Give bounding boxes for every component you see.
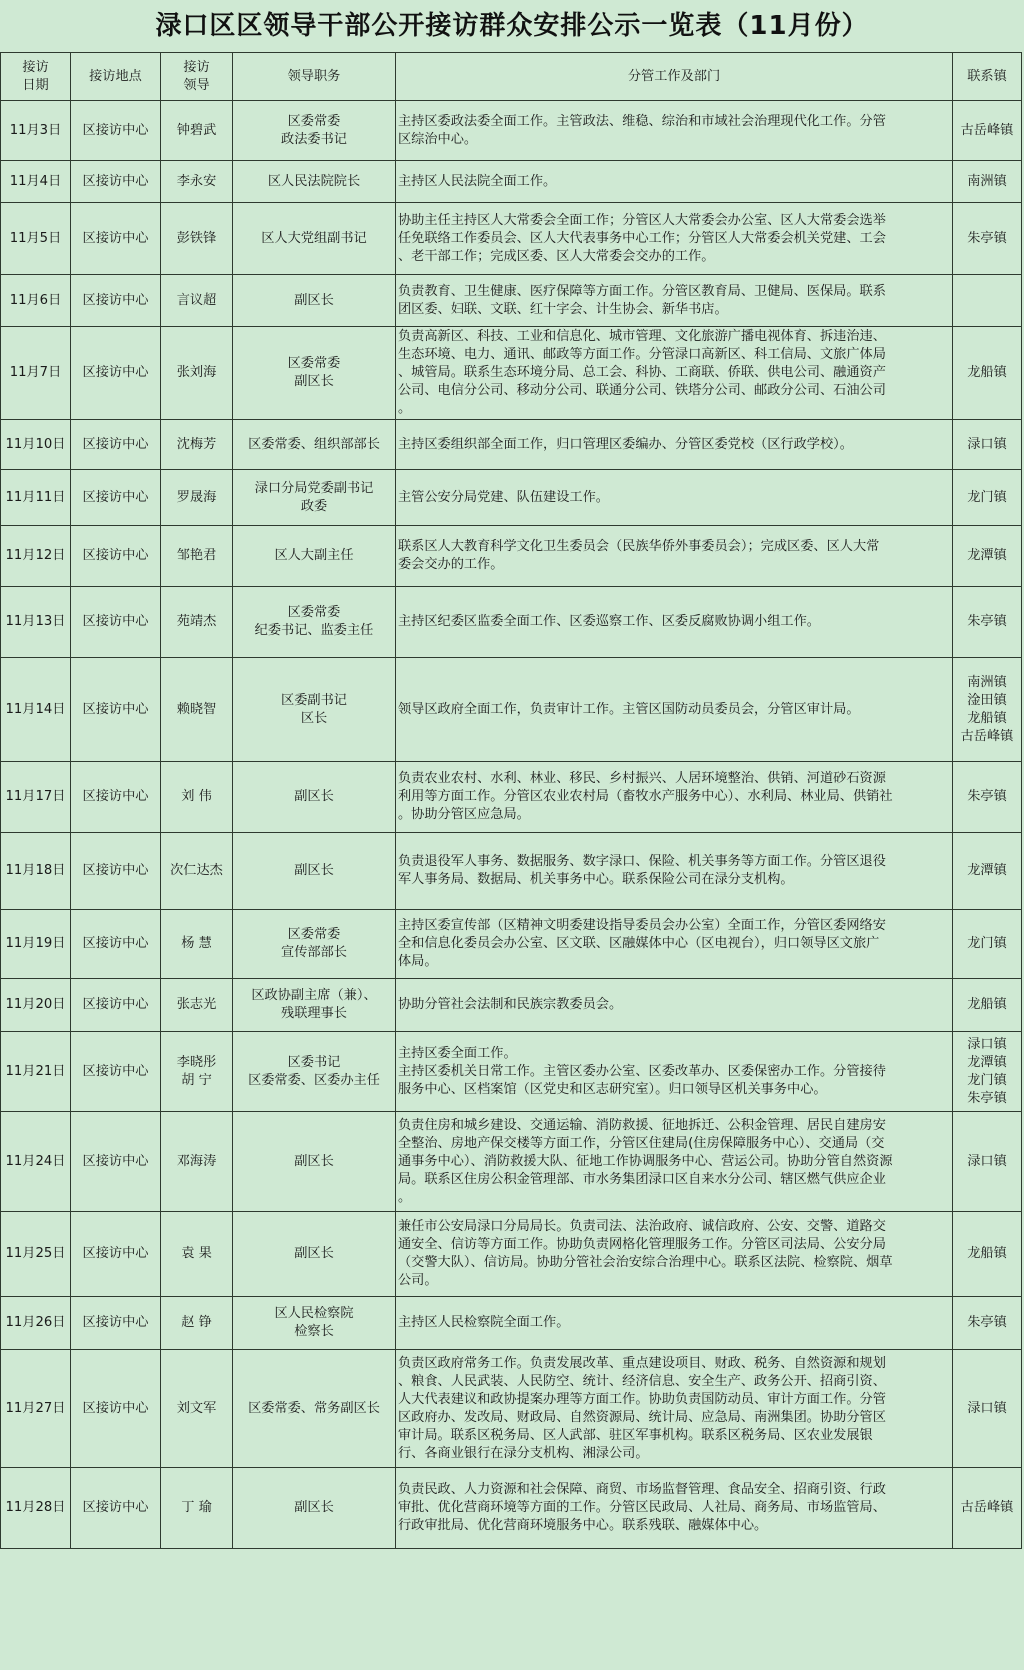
position-cell: 区政协副主席（兼）、 残联理事长 [233, 979, 396, 1032]
duties-cell: 主持区委政法委全面工作。主管政法、维稳、综治和市域社会治理现代化工作。分管 区综治中心。 [396, 101, 953, 161]
position-cell: 副区长 [233, 762, 396, 833]
date-cell: 11月24日 [1, 1112, 71, 1212]
town-cell: 渌口镇 [953, 1112, 1022, 1212]
town-cell: 朱亭镇 [953, 203, 1022, 275]
duties-cell: 协助分管社会法制和民族宗教委员会。 [396, 979, 953, 1032]
position-cell: 区人大副主任 [233, 526, 396, 587]
table-row [1, 1297, 1022, 1350]
leader-cell: 赖晓智 [161, 658, 233, 762]
table-row [1, 1032, 1022, 1112]
leader-cell: 袁 果 [161, 1212, 233, 1297]
town-cell: 朱亭镇 [953, 762, 1022, 833]
date-cell: 11月7日 [1, 327, 71, 420]
header-date: 接访 日期 [1, 53, 71, 101]
position-cell: 区委常委 宣传部部长 [233, 910, 396, 979]
leader-cell: 丁 瑜 [161, 1468, 233, 1549]
table-row [1, 203, 1022, 275]
position-cell: 区委常委 政法委书记 [233, 101, 396, 161]
location-cell: 区接访中心 [71, 470, 161, 526]
position-cell: 区委常委 副区长 [233, 327, 396, 420]
position-cell: 区人民法院院长 [233, 161, 396, 203]
town-cell: 渌口镇 [953, 420, 1022, 470]
duties-cell: 主持区委全面工作。 主持区委机关日常工作。主管区委办公室、区委改革办、区委保密办工作。分管接待 服务中心、区档案馆（区党史和区志研究室）。归口领导区机关事务中心。 [396, 1032, 953, 1112]
schedule-body [1, 101, 1022, 1549]
table-row [1, 275, 1022, 327]
leader-cell: 言议超 [161, 275, 233, 327]
location-cell: 区接访中心 [71, 833, 161, 910]
location-cell: 区接访中心 [71, 327, 161, 420]
date-cell: 11月20日 [1, 979, 71, 1032]
town-cell: 南洲镇 淦田镇 龙船镇 古岳峰镇 [953, 658, 1022, 762]
location-cell: 区接访中心 [71, 1468, 161, 1549]
table-row [1, 420, 1022, 470]
header-leader: 接访 领导 [161, 53, 233, 101]
table-row [1, 327, 1022, 420]
table-row [1, 1468, 1022, 1549]
duties-cell: 兼任市公安局渌口分局局长。负责司法、法治政府、诚信政府、公安、交警、道路交 通安全、信访等方面工作。协助负责网格化管理服务工作。分管区司法局、公安分局 （交警大队）、信访局。协助分管社会治安综合治理中心。联系区法院、检察院、烟草 公司。 [396, 1212, 953, 1297]
location-cell: 区接访中心 [71, 1032, 161, 1112]
town-cell: 龙船镇 [953, 1212, 1022, 1297]
duties-cell: 负责教育、卫生健康、医疗保障等方面工作。分管区教育局、卫健局、医保局。联系 团区委、妇联、文联、红十字会、计生协会、新华书店。 [396, 275, 953, 327]
table-row [1, 470, 1022, 526]
header-town: 联系镇 [953, 53, 1022, 101]
leader-cell: 张刘海 [161, 327, 233, 420]
date-cell: 11月12日 [1, 526, 71, 587]
position-cell: 副区长 [233, 1468, 396, 1549]
town-cell: 渌口镇 龙潭镇 龙门镇 朱亭镇 [953, 1032, 1022, 1112]
table-row [1, 161, 1022, 203]
duties-cell: 主持区委宣传部（区精神文明委建设指导委员会办公室）全面工作，分管区委网络安 全和信息化委员会办公室、区文联、区融媒体中心（区电视台），归口领导区文旅广 体局。 [396, 910, 953, 979]
header-location: 接访地点 [71, 53, 161, 101]
duties-cell: 主持区委组织部全面工作，归口管理区委编办、分管区委党校（区行政学校）。 [396, 420, 953, 470]
position-cell: 区委常委 纪委书记、监委主任 [233, 587, 396, 658]
table-row [1, 979, 1022, 1032]
duties-cell: 负责退役军人事务、数据服务、数字渌口、保险、机关事务等方面工作。分管区退役 军人事务局、数据局、机关事务中心。联系保险公司在渌分支机构。 [396, 833, 953, 910]
leader-cell: 钟碧武 [161, 101, 233, 161]
location-cell: 区接访中心 [71, 101, 161, 161]
leader-cell: 苑靖杰 [161, 587, 233, 658]
location-cell: 区接访中心 [71, 420, 161, 470]
table-row [1, 1350, 1022, 1468]
table-row [1, 1212, 1022, 1297]
town-cell: 古岳峰镇 [953, 101, 1022, 161]
position-cell: 区委常委、常务副区长 [233, 1350, 396, 1468]
position-cell: 区委书记 区委常委、区委办主任 [233, 1032, 396, 1112]
location-cell: 区接访中心 [71, 979, 161, 1032]
duties-cell: 负责农业农村、水利、林业、移民、乡村振兴、人居环境整治、供销、河道砂石资源 利用等方面工作。分管区农业农村局（畜牧水产服务中心）、水利局、林业局、供销社 。协助分管区应急局。 [396, 762, 953, 833]
date-cell: 11月18日 [1, 833, 71, 910]
town-cell: 龙潭镇 [953, 833, 1022, 910]
leader-cell: 杨 慧 [161, 910, 233, 979]
date-cell: 11月14日 [1, 658, 71, 762]
date-cell: 11月19日 [1, 910, 71, 979]
location-cell: 区接访中心 [71, 161, 161, 203]
page-title: 渌口区区领导干部公开接访群众安排公示一览表（11月份） [155, 11, 869, 41]
town-cell: 龙船镇 [953, 327, 1022, 420]
location-cell: 区接访中心 [71, 658, 161, 762]
header-row [1, 53, 1022, 101]
date-cell: 11月6日 [1, 275, 71, 327]
leader-cell: 罗晟海 [161, 470, 233, 526]
town-cell: 龙船镇 [953, 979, 1022, 1032]
duties-cell: 主管公安分局党建、队伍建设工作。 [396, 470, 953, 526]
date-cell: 11月21日 [1, 1032, 71, 1112]
leader-cell: 李永安 [161, 161, 233, 203]
table-row [1, 833, 1022, 910]
schedule-table [0, 52, 1022, 1549]
table-row [1, 526, 1022, 587]
leader-cell: 赵 铮 [161, 1297, 233, 1350]
leader-cell: 次仁达杰 [161, 833, 233, 910]
header-duties: 分管工作及部门 [396, 53, 953, 101]
table-row [1, 658, 1022, 762]
location-cell: 区接访中心 [71, 1212, 161, 1297]
location-cell: 区接访中心 [71, 762, 161, 833]
duties-cell: 联系区人大教育科学文化卫生委员会（民族华侨外事委员会）；完成区委、区人大常 委会交办的工作。 [396, 526, 953, 587]
town-cell: 古岳峰镇 [953, 1468, 1022, 1549]
leader-cell: 邓海涛 [161, 1112, 233, 1212]
position-cell: 区委副书记 区长 [233, 658, 396, 762]
position-cell: 渌口分局党委副书记 政委 [233, 470, 396, 526]
duties-cell: 负责民政、人力资源和社会保障、商贸、市场监督管理、食品安全、招商引资、行政 审批、优化营商环境等方面的工作。分管区民政局、人社局、商务局、市场监管局、 行政审批局、优化营商环境服务中心。联系残联、融媒体中心。 [396, 1468, 953, 1549]
leader-cell: 沈梅芳 [161, 420, 233, 470]
leader-cell: 张志光 [161, 979, 233, 1032]
location-cell: 区接访中心 [71, 1297, 161, 1350]
duties-cell: 协助主任主持区人大常委会全面工作；分管区人大常委会办公室、区人大常委会选举 任免联络工作委员会、区人大代表事务中心工作；分管区人大常委会机关党建、工会 、老干部工作；完成区委、区人大常委会交办的工作。 [396, 203, 953, 275]
duties-cell: 负责住房和城乡建设、交通运输、消防救援、征地拆迁、公积金管理、居民自建房安 全整治、房地产保交楼等方面工作，分管区住建局(住房保障服务中心）、交通局（交 通事务中心）、消防救援大队、征地工作协调服务中心、营运公司。协助分管自然资源 局。联系区住房公积金管理部、市水务集团渌口区自来水分公司、辖区燃气供应企业 。 [396, 1112, 953, 1212]
town-cell: 南洲镇 [953, 161, 1022, 203]
town-cell: 渌口镇 [953, 1350, 1022, 1468]
duties-cell: 主持区人民法院全面工作。 [396, 161, 953, 203]
duties-cell: 负责高新区、科技、工业和信息化、城市管理、文化旅游广播电视体育、拆违治违、 生态环境、电力、通讯、邮政等方面工作。分管渌口高新区、科工信局、文旅广体局 、城管局。联系生态环境分局、总工会、科协、工商联、侨联、供电公司、融通资产 公司、电信分公司、移动分公司、联通分公司、铁塔分公司、邮政分公司、石油公司 。 [396, 327, 953, 420]
location-cell: 区接访中心 [71, 275, 161, 327]
date-cell: 11月4日 [1, 161, 71, 203]
leader-cell: 刘文军 [161, 1350, 233, 1468]
position-cell: 区人大党组副书记 [233, 203, 396, 275]
date-cell: 11月27日 [1, 1350, 71, 1468]
position-cell: 副区长 [233, 1112, 396, 1212]
table-row [1, 1112, 1022, 1212]
header-position: 领导职务 [233, 53, 396, 101]
table-row [1, 910, 1022, 979]
location-cell: 区接访中心 [71, 526, 161, 587]
position-cell: 区人民检察院 检察长 [233, 1297, 396, 1350]
date-cell: 11月11日 [1, 470, 71, 526]
duties-cell: 主持区人民检察院全面工作。 [396, 1297, 953, 1350]
leader-cell: 彭铁锋 [161, 203, 233, 275]
leader-cell: 李晓彤 胡 宁 [161, 1032, 233, 1112]
town-cell: 龙门镇 [953, 470, 1022, 526]
location-cell: 区接访中心 [71, 587, 161, 658]
duties-cell: 主持区纪委区监委全面工作、区委巡察工作、区委反腐败协调小组工作。 [396, 587, 953, 658]
leader-cell: 邹艳君 [161, 526, 233, 587]
date-cell: 11月10日 [1, 420, 71, 470]
date-cell: 11月26日 [1, 1297, 71, 1350]
position-cell: 副区长 [233, 833, 396, 910]
duties-cell: 负责区政府常务工作。负责发展改革、重点建设项目、财政、税务、自然资源和规划 、粮食、人民武装、人民防空、统计、经济信息、安全生产、政务公开、招商引资、 人大代表建议和政协提案办理等方面工作。协助负责国防动员、审计方面工作。分管 区政府办、发改局、财政局、自然资源局、统计局、应急局、南洲集团。协助分管区 审计局。联系区税务局、区人武部、驻区军事机构。联系区税务局、区农业发展银 行、各商业银行在渌分支机构、湘渌公司。 [396, 1350, 953, 1468]
town-cell: 朱亭镇 [953, 1297, 1022, 1350]
date-cell: 11月3日 [1, 101, 71, 161]
position-cell: 副区长 [233, 1212, 396, 1297]
location-cell: 区接访中心 [71, 1350, 161, 1468]
date-cell: 11月13日 [1, 587, 71, 658]
location-cell: 区接访中心 [71, 203, 161, 275]
leader-cell: 刘 伟 [161, 762, 233, 833]
table-row [1, 762, 1022, 833]
date-cell: 11月28日 [1, 1468, 71, 1549]
town-cell: 龙门镇 [953, 910, 1022, 979]
date-cell: 11月25日 [1, 1212, 71, 1297]
table-row [1, 101, 1022, 161]
town-cell [953, 275, 1022, 327]
town-cell: 龙潭镇 [953, 526, 1022, 587]
table-row [1, 587, 1022, 658]
duties-cell: 领导区政府全面工作，负责审计工作。主管区国防动员委员会，分管区审计局。 [396, 658, 953, 762]
date-cell: 11月5日 [1, 203, 71, 275]
location-cell: 区接访中心 [71, 1112, 161, 1212]
location-cell: 区接访中心 [71, 910, 161, 979]
date-cell: 11月17日 [1, 762, 71, 833]
position-cell: 区委常委、组织部部长 [233, 420, 396, 470]
town-cell: 朱亭镇 [953, 587, 1022, 658]
position-cell: 副区长 [233, 275, 396, 327]
